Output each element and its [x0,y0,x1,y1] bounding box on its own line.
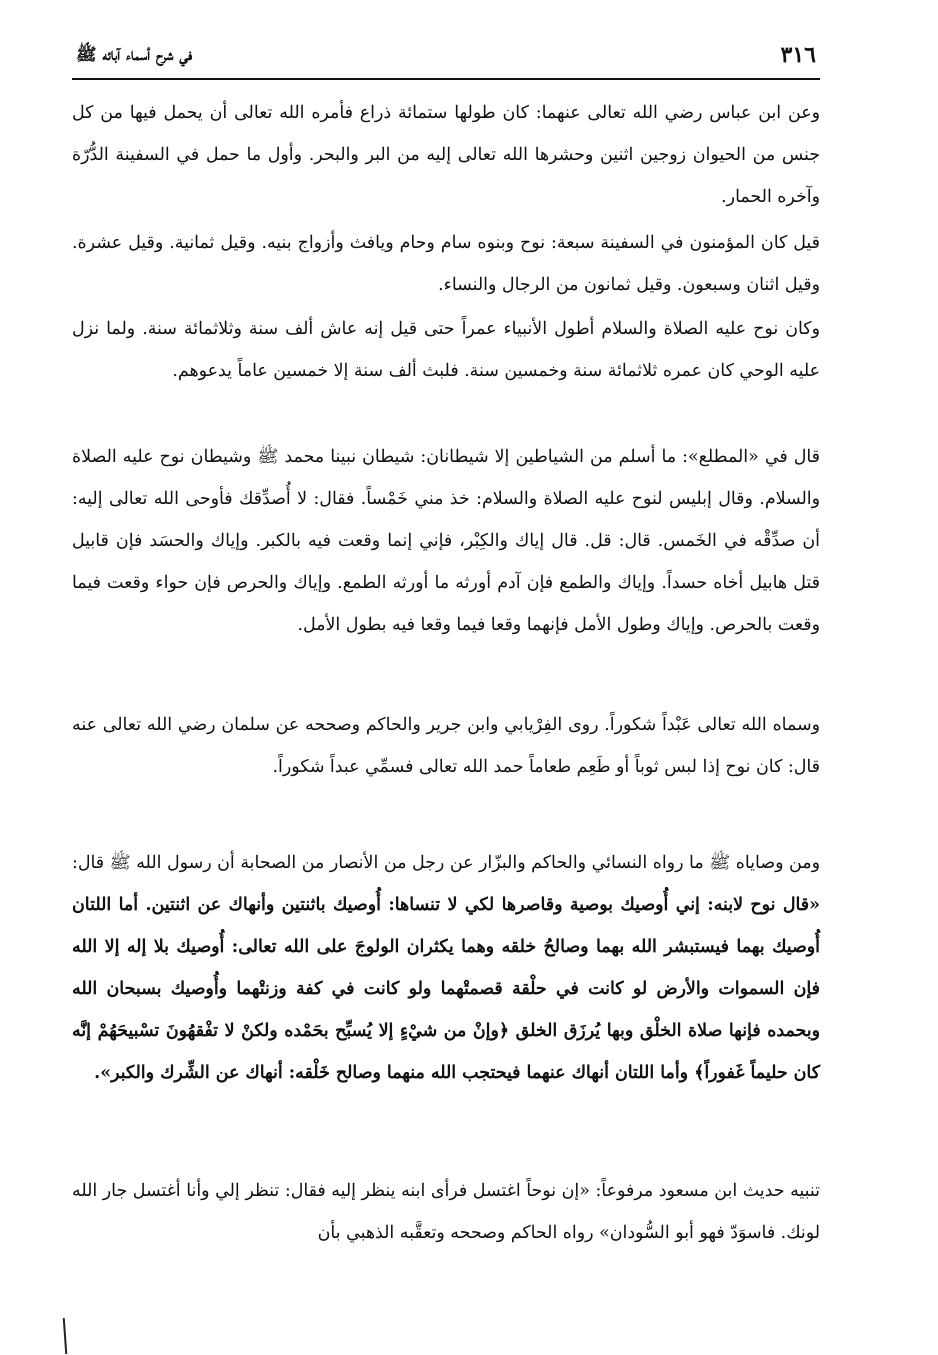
page-body [72,92,820,1270]
page-header [72,38,820,80]
paragraph-abdan-shakuran: وسماه الله تعالى عَبْداً شكوراً. روى الفِرْيابي وابن جرير والحاكم وصححه عن سلمان رضي الله تعالى عنه قال: كان نوح إذا لبس ثوباً أو طَعِم طعاماً حمد الله تعالى فسمِّي عبداً شكوراً. [72,715,820,777]
paragraph-ibn-abbas: وعن ابن عباس رضي الله تعالى عنهما: كان طولها ستمائة ذراع فأمره الله تعالى أن يحمل فيها من كل جنس من الحيوان زوجين اثنين وحشرها الله تعالى إليه من البر والبحر. وأول ما حمل في السفينة الدُّرّة وآخره الحمار. [72,103,820,207]
paragraph-believers-count: قيل كان المؤمنون في السفينة سبعة: نوح وبنوه سام وحام ويافث وأزواج بنيه. وقيل ثمانية. وقيل عشرة. وقيل اثنان وسبعون. وقيل ثمانون من الرجال والنساء. [72,233,820,295]
paragraph-tanbih: تنبيه حديث ابن مسعود مرفوعاً: «إن نوحاً اغتسل فرأى ابنه ينظر إليه فقال: تنظر إلي وأنا أغتسل جار الله لونك. فاسوَدّ فهو أبو السُّودان» رواه الحاكم وصححه وتعقَّبه الذهبي بأن [72,1181,820,1243]
paragraph-wasaya [72,842,820,1170]
paragraph-noah-age: وكان نوح عليه الصلاة والسلام أطول الأنبياء عمراً حتى قيل إنه عاش ألف سنة وثلاثمائة سنة. ولما نزل عليه الوحي كان عمره ثلاثمائة سنة وخمسين سنة. فلبث ألف سنة إلا خمسين عاماً يدعوهم. [72,319,820,381]
page-number: ٣١٦ [780,42,816,68]
wasaya-intro: ومن وصاياه ﷺ ما رواه النسائي والحاكم والبزّار عن رجل من الأنصار من الصحابة أن رسول الله ﷺ قال: [72,853,820,873]
wasaya-hadith-text: «قال نوح لابنه: إني أُوصيك بوصية وقاصرها لكي لا تنساها: أُوصيك باثنتين وأنهاك عن اثنتين. أما اللتان أُوصيك بهما فيستبشر الله بهما وصالحُ خلقه وهما يكثران الولوجَ على الله تعالى: أُوصيك بلا إله إلا الله فإن السموات والأرض لو كانت في حلْقة قصمتْهما ولو كانت في كفة وزنتْهما وأُوصيك بسبحان الله وبحمده فإنها صلاة الخلْق وبها يُرزَق الخلق ﴿وإنْ من شيْءٍ إلا يُسبِّح بحَمْده ولكنْ لا تفْقهُونَ تسْبيحَهُمْ إنَّه كان حليماً غَفوراً﴾ وأما اللتان أنهاك عنهما فيحتجب الله منهما وصالح خَلْقه: أنهاك عن الشِّرك والكبر». [72,895,820,1083]
running-head: في شرح أسماء آبائه ﷺ [76,45,193,65]
paragraph-al-matla: قال في «المطلع»: ما أسلم من الشياطين إلا شيطانان: شيطان نبينا محمد ﷺ وشيطان نوح عليه الصلاة والسلام. وقال إبليس لنوح عليه الصلاة والسلام: خذ مني خَمْساً. فقال: لا أُصدِّقك فأوحى الله تعالى إليه: أن صدِّقْه في الخَمس. قال: قل. قال إياك والكِبْر، فإني إنما وقعت فيه بالكبر. وإياك والحسَد فإن قابيل قتل هابيل أخاه حسداً. وإياك والطمع فإن آدم أورثه ما أورثه الطمع. وإياك والحرص فإن حواء وقعت فيما وقعت بالحرص. وإياك وطول الأمل فإنهما وقعا فيما وقعا فيه بطول الأمل. [72,447,820,635]
margin-pen-mark [63,1318,68,1354]
